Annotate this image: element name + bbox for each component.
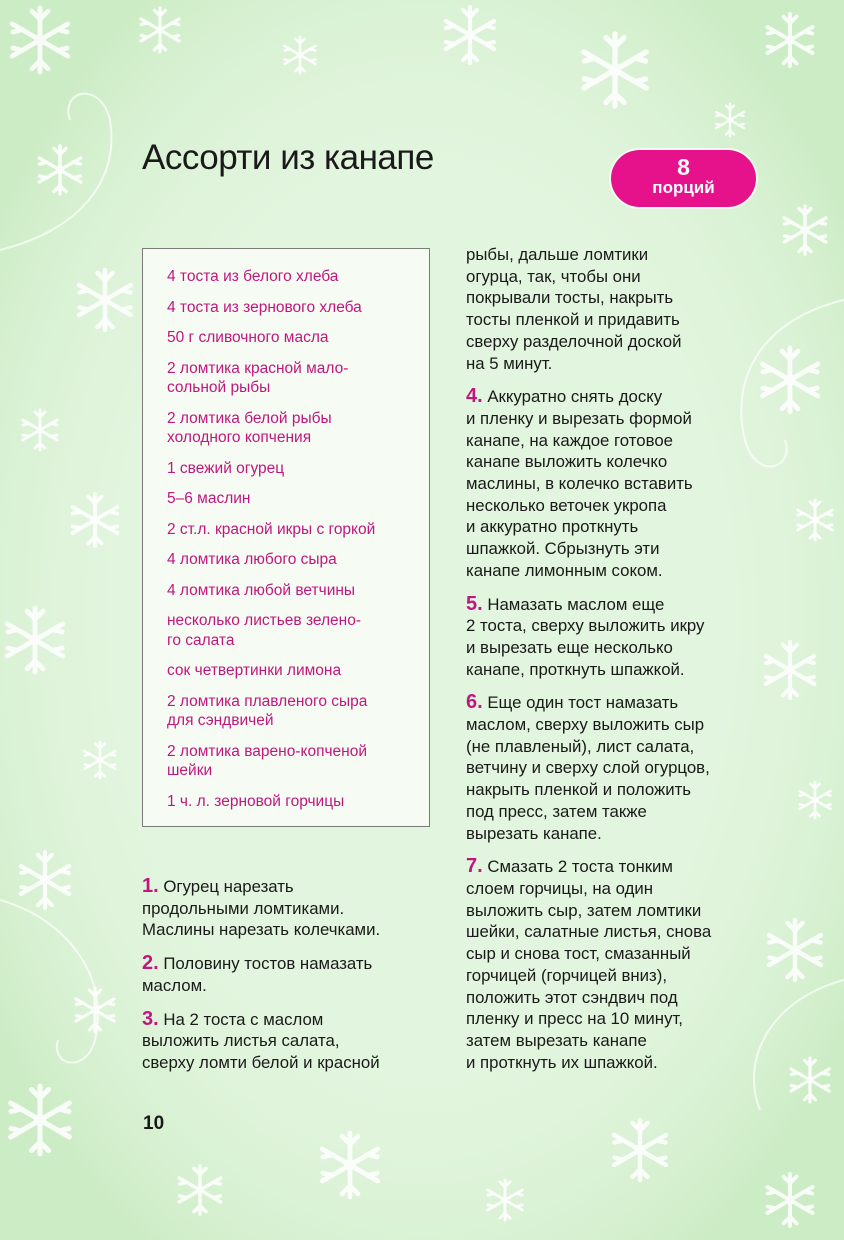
step-3 [142, 1009, 432, 1074]
step-text: Намазать маслом еще 2 тоста, сверху выложить икру и вырезать еще несколько канапе, проткнуть шпажкой. [466, 594, 705, 679]
ingredient-item: 2 ст.л. красной икры с горкой [167, 520, 376, 538]
step-number: 4. [466, 385, 483, 408]
ingredient-item: 2 ломтика плавленого сыра для сэндвичей [167, 692, 368, 729]
page-number: 10 [143, 1113, 165, 1134]
servings-number: 8 [677, 154, 690, 180]
ingredients-list [167, 267, 419, 811]
ingredient-item: 4 тоста из белого хлеба [167, 268, 339, 285]
step-number: 1. [142, 875, 159, 897]
servings-badge [611, 150, 756, 207]
step-number: 5. [466, 592, 483, 615]
ingredient-item: 4 тоста из зернового хлеба [167, 298, 362, 316]
step-1 [142, 876, 432, 941]
step-2 [142, 953, 432, 996]
step-number: 7. [466, 855, 483, 878]
ingredient-item: 4 ломтика любого сыра [167, 551, 337, 568]
ingredient-item: 2 ломтика красной мало- сольной рыбы [167, 359, 349, 396]
step-4 [466, 386, 766, 581]
ingredient-item: 5–6 маслин [167, 490, 251, 507]
step-5 [466, 594, 766, 681]
ingredient-item: 2 ломтика белой рыбы холодного копчения [167, 409, 332, 446]
ingredient-item: 2 ломтика варено-копченой шейки [167, 742, 367, 779]
steps-left-column [142, 876, 432, 1086]
step-3-continued: рыбы, дальше ломтики огурца, так, чтобы они покрывали тосты, накрыть тосты пленкой и придавить сверху разделочной доской на 5 минут. [466, 245, 682, 373]
ingredient-item: сок четвертинки лимона [167, 662, 342, 679]
step-text: Огурец нарезать продольными ломтиками. Маслины нарезать колечками. [142, 877, 381, 940]
step-text: Половину тостов намазать маслом. [142, 954, 373, 995]
ingredient-item: несколько листьев зелено- го салата [167, 612, 361, 649]
step-number: 6. [466, 691, 483, 714]
step-text: Смазать 2 тоста тонким слоем горчицы, на один выложить сыр, затем ломтики шейки, салатные листья, снова сыр и снова тост, смазанный горчицей (горчицей вниз), положить этот сэндвич под пленку и пресс на 10 минут, затем вырезать канапе и проткнуть их шпажкой. [466, 857, 712, 1072]
step-6 [466, 692, 766, 844]
ingredient-item: 50 г сливочного масла [167, 329, 329, 346]
step-text: Еще один тост намазать маслом, сверху выложить сыр (не плавленый), лист салата, ветчину и сверху слой огурцов, накрыть пленкой и положить под пресс, затем также вырезать канапе. [466, 693, 710, 843]
steps-right-column [466, 244, 766, 1085]
ingredients-box [142, 248, 430, 827]
ingredient-item: 1 свежий огурец [167, 459, 285, 477]
recipe-title: Ассорти из канапе [142, 138, 434, 177]
step-text: Аккуратно снять доску и пленку и вырезать формой канапе, на каждое готовое канапе выложить колечко маслины, в колечко вставить несколько веточек укропа и аккуратно проткнуть шпажкой. Сбрызнуть эти канапе лимонным соком. [466, 387, 693, 580]
step-text: На 2 тоста с маслом выложить листья салата, сверху ломти белой и красной [142, 1009, 380, 1072]
step-number: 2. [142, 952, 159, 975]
ingredient-item: 4 ломтика любой ветчины [167, 581, 356, 599]
ingredient-item: 1 ч. л. зерновой горчицы [167, 792, 345, 810]
step-number: 3. [142, 1007, 159, 1030]
step-7 [466, 856, 766, 1073]
servings-unit: порций [652, 178, 715, 197]
